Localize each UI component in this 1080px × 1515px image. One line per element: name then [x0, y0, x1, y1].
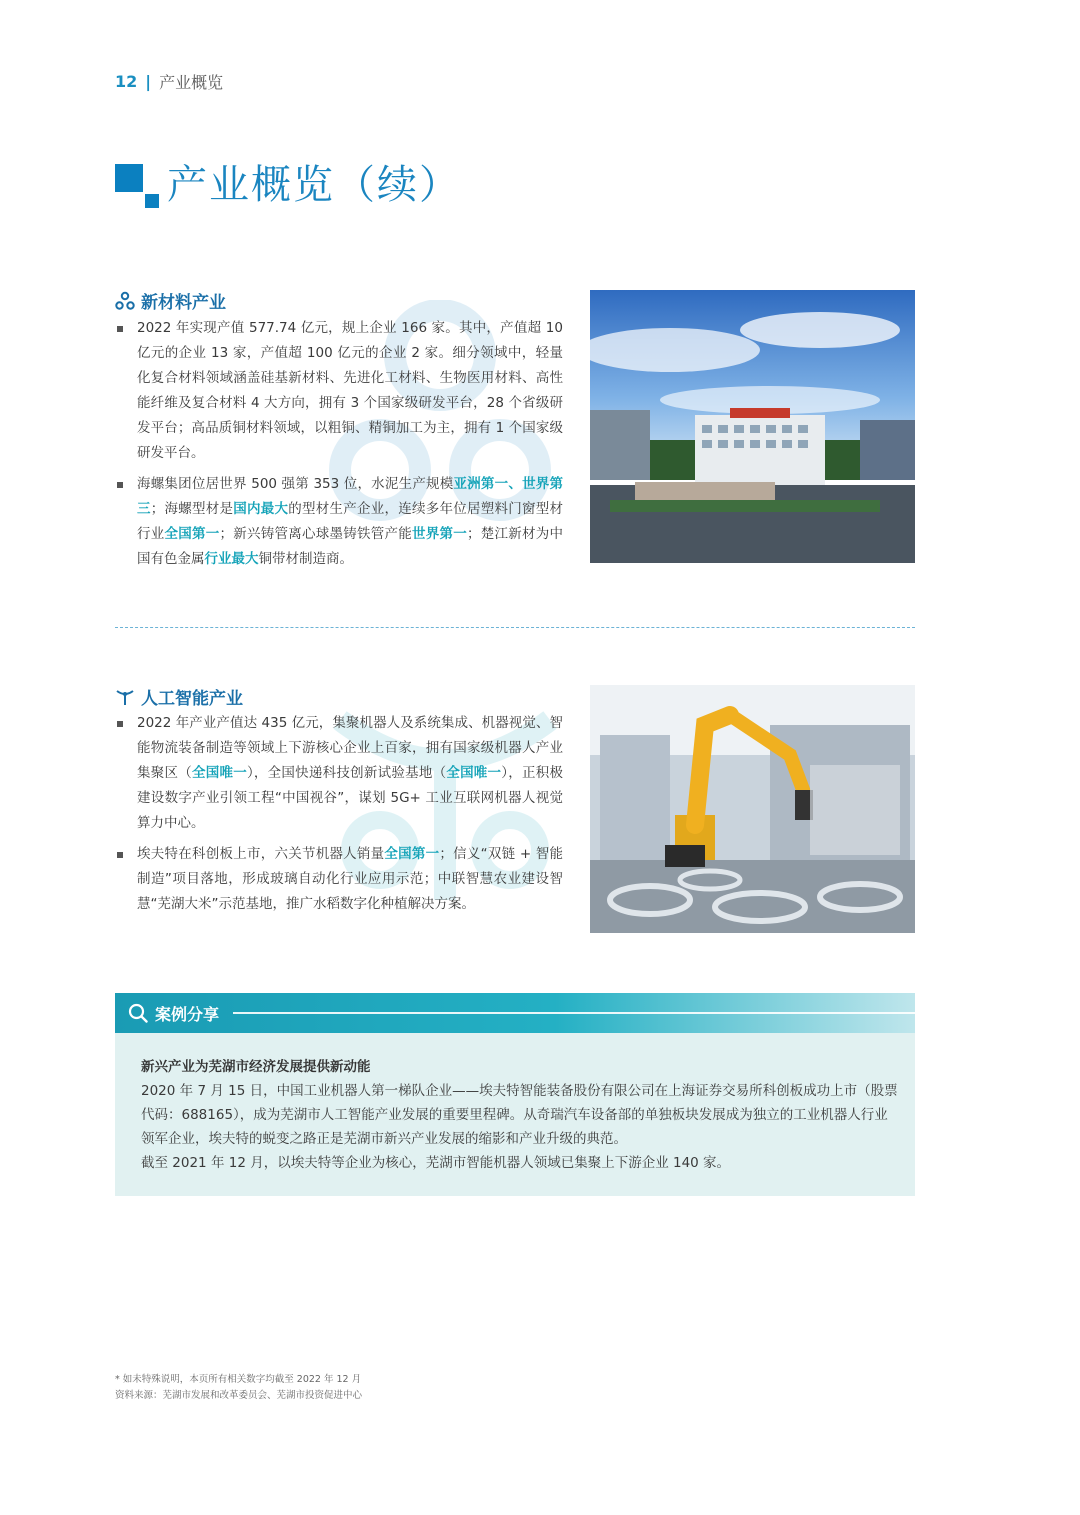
highlight-text: 全国唯一 [446, 765, 502, 781]
bullet-text: ；海螺型材是 [150, 501, 234, 517]
section-heading: 新材料产业 [141, 293, 226, 313]
footer-notes [115, 1372, 362, 1404]
bullet-text: ），全国快递科技创新试验基地（ [246, 765, 447, 781]
section-divider [115, 627, 915, 628]
bullet-text: 埃夫特在科创板上市，六关节机器人销量 [137, 846, 385, 862]
ai-bullets [115, 711, 563, 923]
bullet-text: 的型材生产企业，连续多年位居塑料门窗型材行业 [137, 501, 563, 542]
title-block [115, 160, 461, 210]
highlight-text: 全国唯一 [191, 765, 247, 781]
page-number: 12 [115, 72, 138, 91]
list-item [115, 711, 563, 836]
bullet-text: ；新兴铸管离心球墨铸铁管产能 [219, 526, 412, 542]
title-square-mark [115, 164, 159, 210]
section-new-materials [115, 288, 226, 313]
highlight-text: 行业最大 [204, 551, 259, 567]
list-item [115, 842, 563, 917]
page-header [115, 70, 223, 93]
highlight-text: 世界第一 [412, 526, 467, 542]
source-note: 资料来源：芜湖市发展和改革委员会、芜湖市投资促进中心 [115, 1390, 363, 1401]
case-study-body [141, 1055, 901, 1175]
bullet-text: 2022 年产业产值达 435 亿元，集聚机器人及系统集成、机器视觉、智能物流装备制造等领域上下游核心企业上百家，拥有国家级机器人产业集聚区（ [137, 715, 563, 781]
case-header-line [233, 1012, 915, 1014]
robot-photo [590, 685, 915, 933]
molecule-icon [115, 291, 135, 311]
case-study-header [115, 993, 915, 1033]
bullet-text: 铜带材制造商。 [258, 551, 353, 567]
ai-node-icon [115, 687, 135, 707]
highlight-text: 国内最大 [233, 501, 289, 517]
bullet-text: 2022 年实现产值 577.74 亿元，规上企业 166 家。其中，产值超 10 亿元的企业 13 家，产值超 100 亿元的企业 2 家。细分领域中，轻量化复合材料领域涵盖硅基新材料、先进化工材料、生物医用材料、高性能纤维及复合材料 4 大方向，拥有 3 个国家级研发平台，28 个省级研发平台；高品质铜材料领域，以粗铜、精铜加工为主，拥有 1 个国家级研发平台。 [137, 320, 563, 461]
case-study-paragraph: 截至 2021 年 12 月，以埃夫特等企业为核心，芜湖市智能机器人领域已集聚上下游企业 140 家。 [141, 1155, 731, 1171]
page-title: 产业概览（续） [167, 162, 461, 208]
footnote: * 如未特殊说明，本页所有相关数字均截至 2022 年 12 月 [115, 1374, 362, 1385]
bullet-text: ），正积极建设数字产业引领工程“中国视谷”，谋划 5G+ 工业互联网机器人视觉算力中心。 [137, 765, 564, 831]
bullet-text: ；楚江新材为中国有色金属 [137, 526, 563, 567]
building-photo [590, 290, 915, 563]
case-study-paragraph: 2020 年 7 月 15 日，中国工业机器人第一梯队企业——埃夫特智能装备股份有限公司在上海证券交易所科创板成功上市（股票代码：688165），成为芜湖市人工智能产业发展的重要里程碑。从奇瑞汽车设备部的单独板块发展成为独立的工业机器人行业领军企业，埃夫特的蜕变之路正是芜湖市新兴产业发展的缩影和产业升级的典范。 [141, 1083, 898, 1147]
case-study-label: 案例分享 [155, 1004, 220, 1024]
bullet-text: ；信义“双链 + 智能制造”项目落地，形成玻璃自动化行业应用示范；中联智慧农业建设智慧“芜湖大米”示范基地，推广水稻数字化种植解决方案。 [137, 846, 564, 912]
section-ai [115, 684, 243, 709]
highlight-text: 亚洲第一、世界第三 [137, 476, 564, 517]
list-item [115, 316, 563, 466]
list-item [115, 472, 563, 572]
case-study-box [115, 993, 915, 1196]
highlight-text: 全国第一 [164, 526, 220, 542]
bullet-text: 海螺集团位居世界 500 强第 353 位，水泥生产规模 [137, 476, 454, 492]
new-materials-bullets [115, 316, 563, 578]
section-heading: 人工智能产业 [141, 689, 243, 709]
header-separator: | [145, 72, 152, 91]
header-section: 产业概览 [159, 73, 224, 92]
highlight-text: 全国第一 [384, 846, 440, 862]
search-icon [127, 1002, 149, 1024]
case-study-title: 新兴产业为芜湖市经济发展提供新动能 [141, 1059, 371, 1075]
